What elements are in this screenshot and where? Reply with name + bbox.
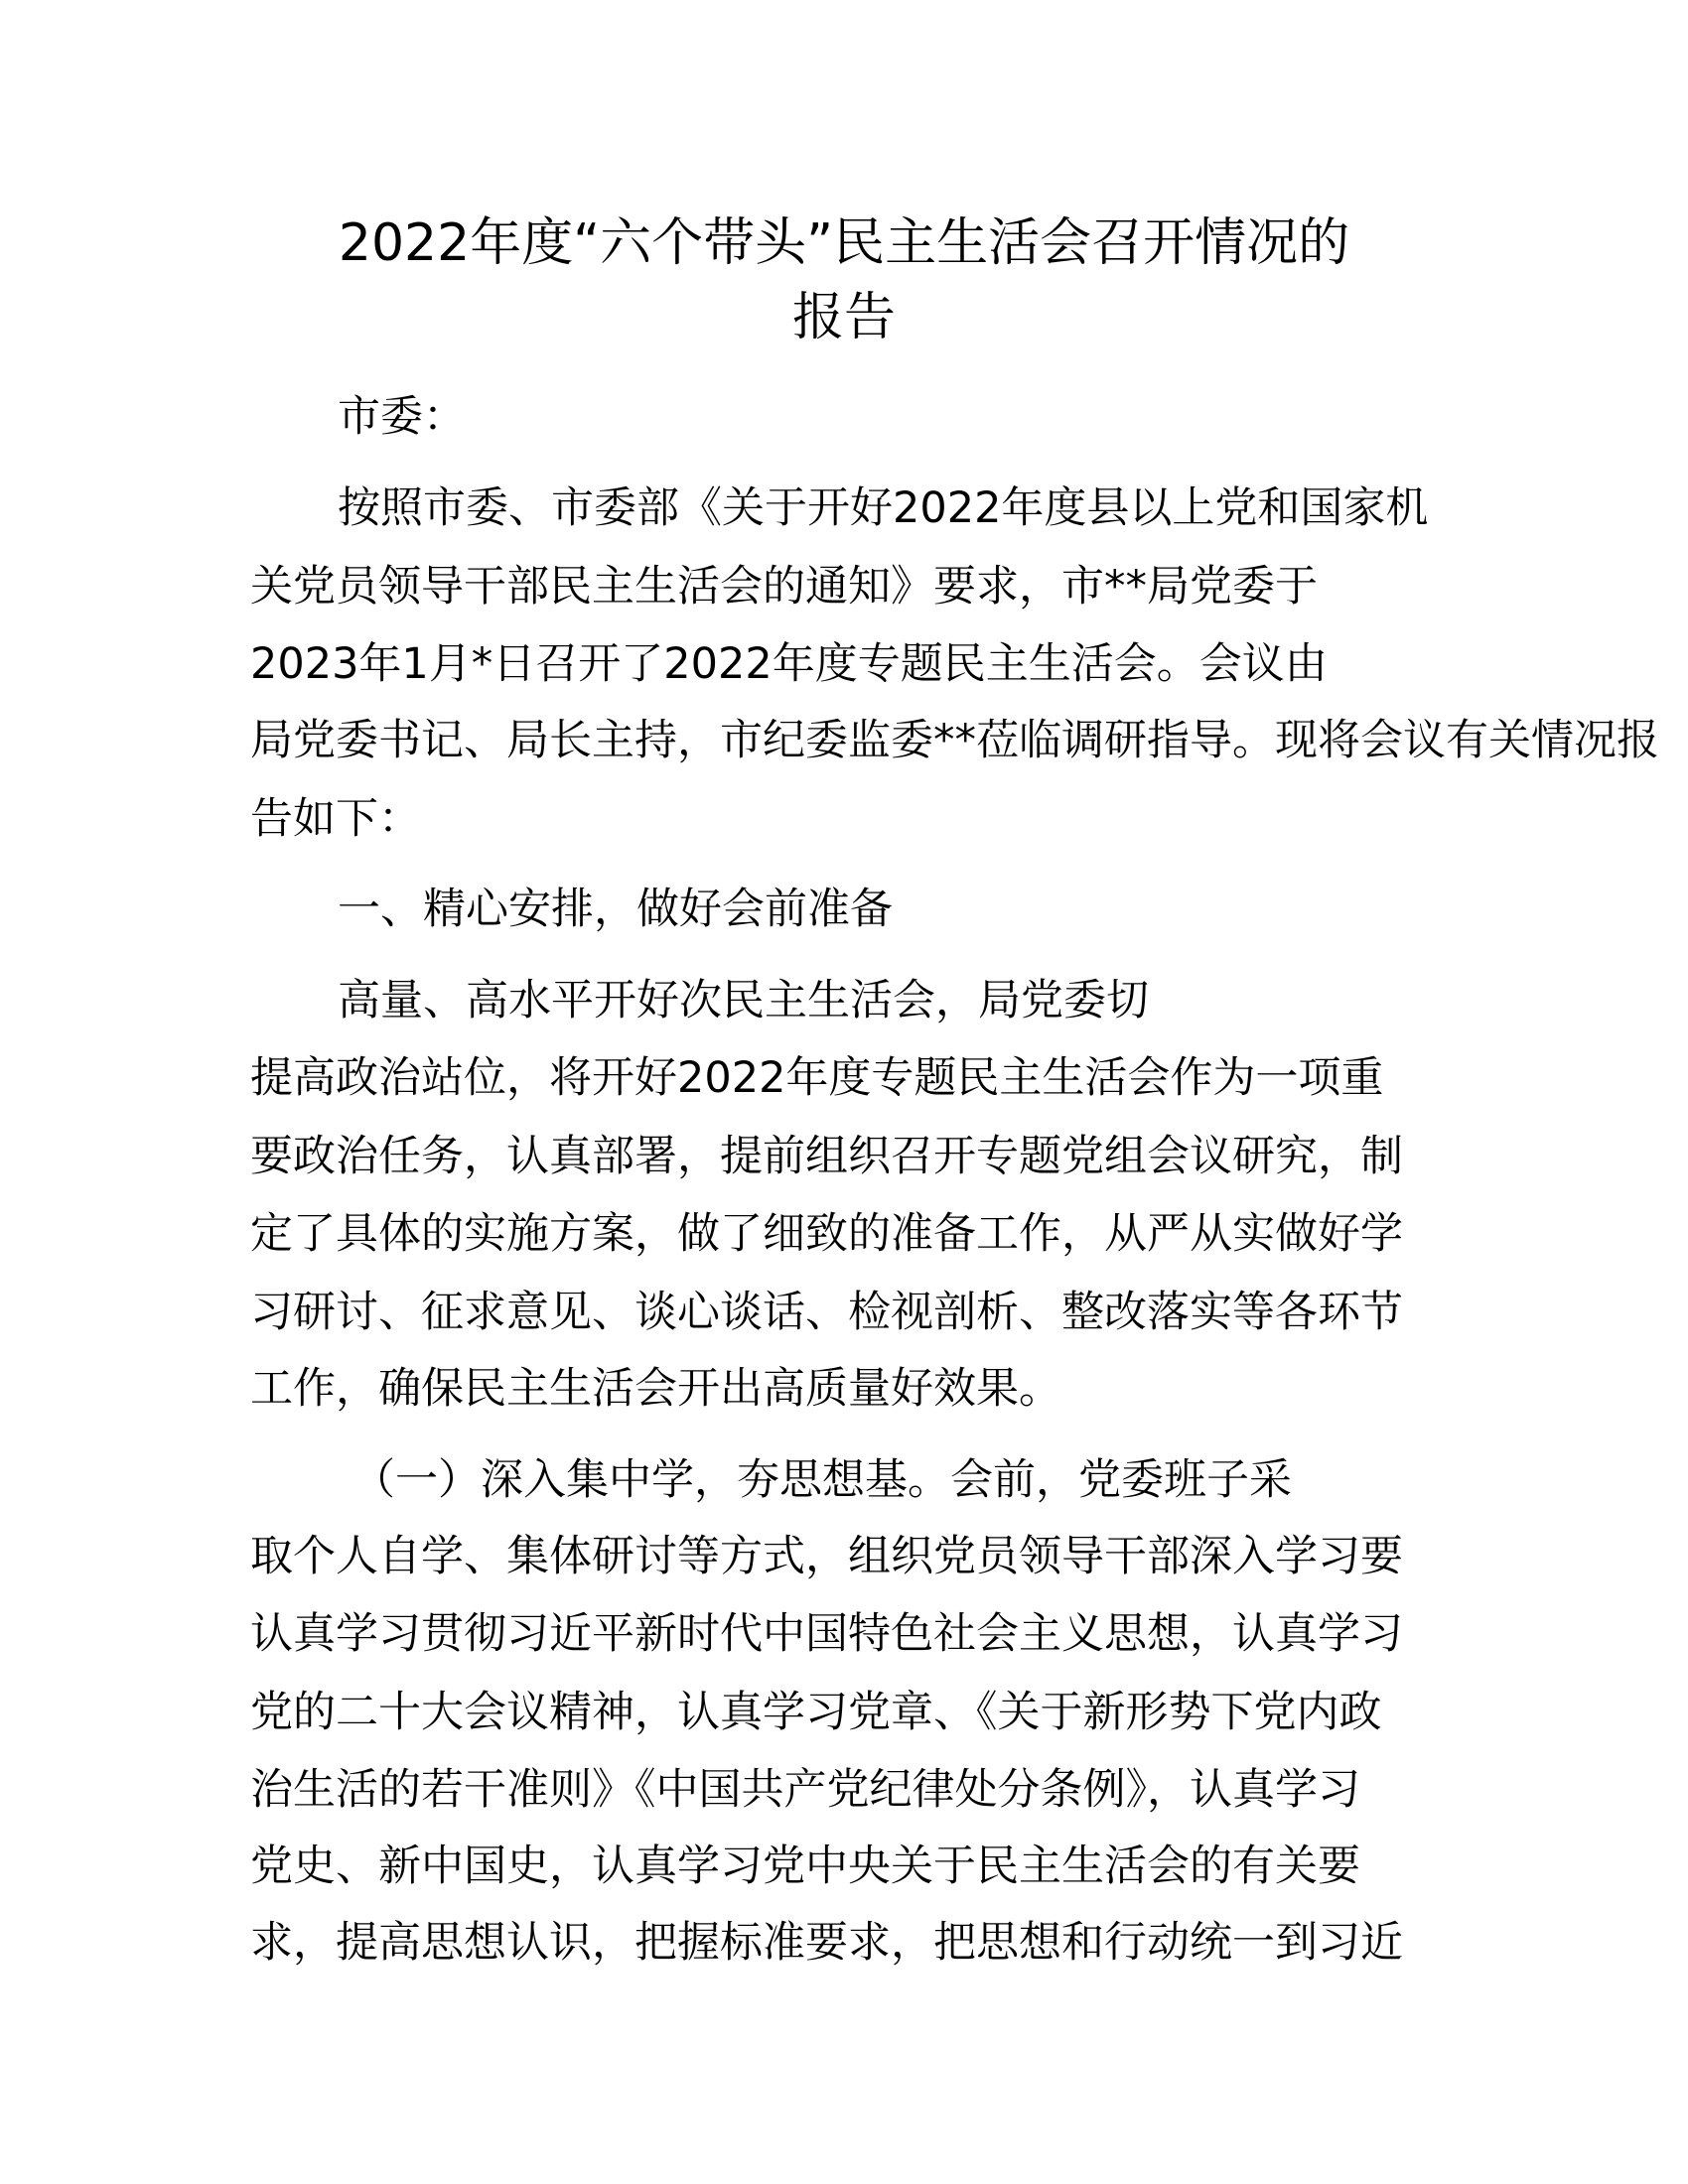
text-line: 要政治任务，认真部署，提前组织召开专题党组会议研究，制 (250, 1132, 1403, 1181)
document-title-line-2: 报告 (791, 288, 896, 347)
text-line: 按照市委、市委部《关于开好2022年度县以上党和国家机 (338, 483, 1429, 533)
text-line: 党的二十大会议精神，认真学习党章、《关于新形势下党内政 (250, 1688, 1382, 1737)
text-line: 关党员领导干部民主生活会的通知》要求，市**局党委于 (250, 562, 1318, 612)
text-line: 局党委书记、局长主持，市纪委监委**莅临调研指导。现将会议有关情况报 (250, 716, 1659, 765)
text-line: 告如下： (250, 794, 421, 844)
text-line: 工作，确保民主生活会开出高质量好效果。 (250, 1364, 1061, 1414)
subsection-heading-1: （一）深入集中学，夯思想基。会前，党委班子采 (352, 1455, 1292, 1505)
text-line: 党史、新中国史，认真学习党中央关于民主生活会的有关要 (250, 1842, 1360, 1891)
text-line: 习研讨、征求意见、谈心谈话、检视剖析、整改落实等各环节 (250, 1288, 1403, 1337)
text-line: 认真学习贯彻习近平新时代中国特色社会主义思想，认真学习 (250, 1609, 1403, 1659)
section-heading-1: 一、精心安排，做好会前准备 (338, 885, 893, 934)
text-line: 高量、高水平开好次民主生活会，局党委切 (338, 976, 1149, 1025)
salutation: 市委： (338, 392, 466, 442)
text-line: 2023年1月*日召开了2022年度专题民主生活会。会议由 (250, 639, 1328, 689)
text-line: 定了具体的实施方案，做了细致的准备工作，从严从实做好学 (250, 1209, 1403, 1259)
text-line: 提高政治站位，将开好2022年度专题民主生活会作为一项重 (250, 1053, 1384, 1103)
text-line: 求，提高思想认识，把握标准要求，把思想和行动统一到习近 (250, 1918, 1403, 1968)
document-title-line-1: 2022年度“六个带头”民主生活会召开情况的 (338, 213, 1350, 273)
text-line: 取个人自学、集体研讨等方式，组织党员领导干部深入学习要 (250, 1532, 1403, 1581)
text-line: 治生活的若干准则》《中国共产党纪律处分条例》，认真学习 (250, 1765, 1360, 1815)
